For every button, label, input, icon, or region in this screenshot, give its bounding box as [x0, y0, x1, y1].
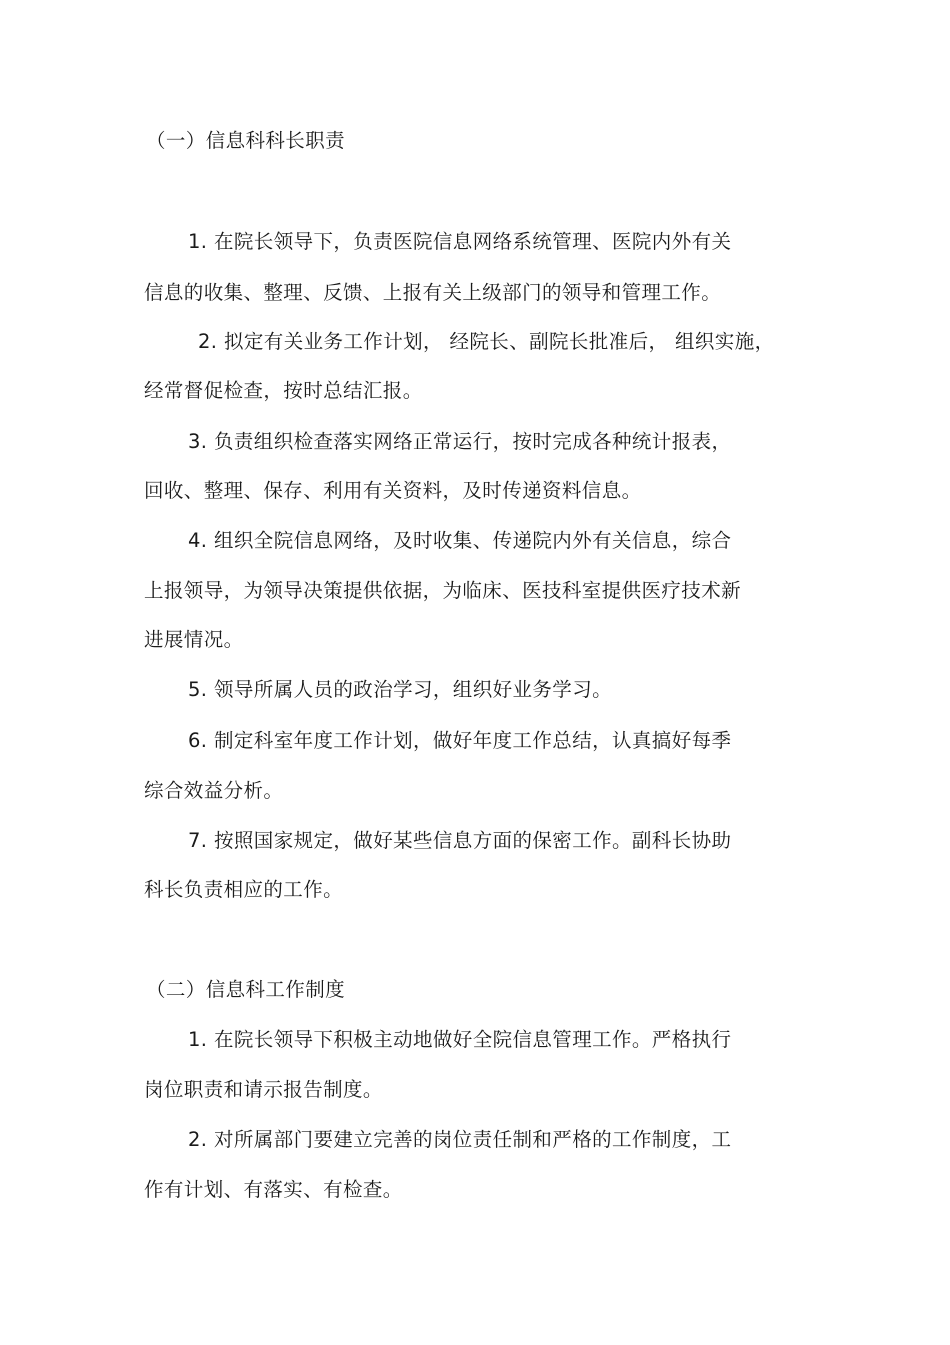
s1-line-14: 科长负责相应的工作。: [144, 878, 344, 901]
s1-line-13: 7. 按照国家规定，做好某些信息方面的保密工作。副科长协助: [188, 829, 732, 852]
s1-line-7: 4. 组织全院信息网络，及时收集、传递院内外有关信息，综合: [188, 529, 732, 552]
s2-line-2: 岗位职责和请示报告制度。: [144, 1078, 383, 1101]
section-1-heading: （一）信息科科长职责: [146, 129, 346, 152]
s1-line-11: 6. 制定科室年度工作计划，做好年度工作总结，认真搞好每季: [188, 729, 732, 752]
s1-line-9: 进展情况。: [144, 628, 244, 651]
s2-line-4: 作有计划、有落实、有检查。: [144, 1178, 403, 1201]
s1-line-4: 经常督促检查，按时总结汇报。: [144, 379, 423, 402]
s1-line-12: 综合效益分析。: [144, 779, 284, 802]
section-2-heading: （二）信息科工作制度: [146, 978, 346, 1001]
s1-line-5: 3. 负责组织检查落实网络正常运行，按时完成各种统计报表，: [188, 430, 732, 453]
s1-line-8: 上报领导，为领导决策提供依据，为临床、医技科室提供医疗技术新: [144, 579, 742, 602]
s1-line-1: 1. 在院长领导下，负责医院信息网络系统管理、医院内外有关: [188, 230, 732, 253]
s1-line-3: 2. 拟定有关业务工作计划， 经院长、副院长批准后， 组织实施，: [198, 330, 775, 353]
s1-line-10: 5. 领导所属人员的政治学习，组织好业务学习。: [188, 678, 613, 701]
s2-line-1: 1. 在院长领导下积极主动地做好全院信息管理工作。严格执行: [188, 1028, 732, 1051]
s2-line-3: 2. 对所属部门要建立完善的岗位责任制和严格的工作制度，工: [188, 1128, 732, 1151]
s1-line-2: 信息的收集、整理、反馈、上报有关上级部门的领导和管理工作。: [144, 281, 722, 304]
s1-line-6: 回收、整理、保存、利用有关资料，及时传递资料信息。: [144, 479, 642, 502]
